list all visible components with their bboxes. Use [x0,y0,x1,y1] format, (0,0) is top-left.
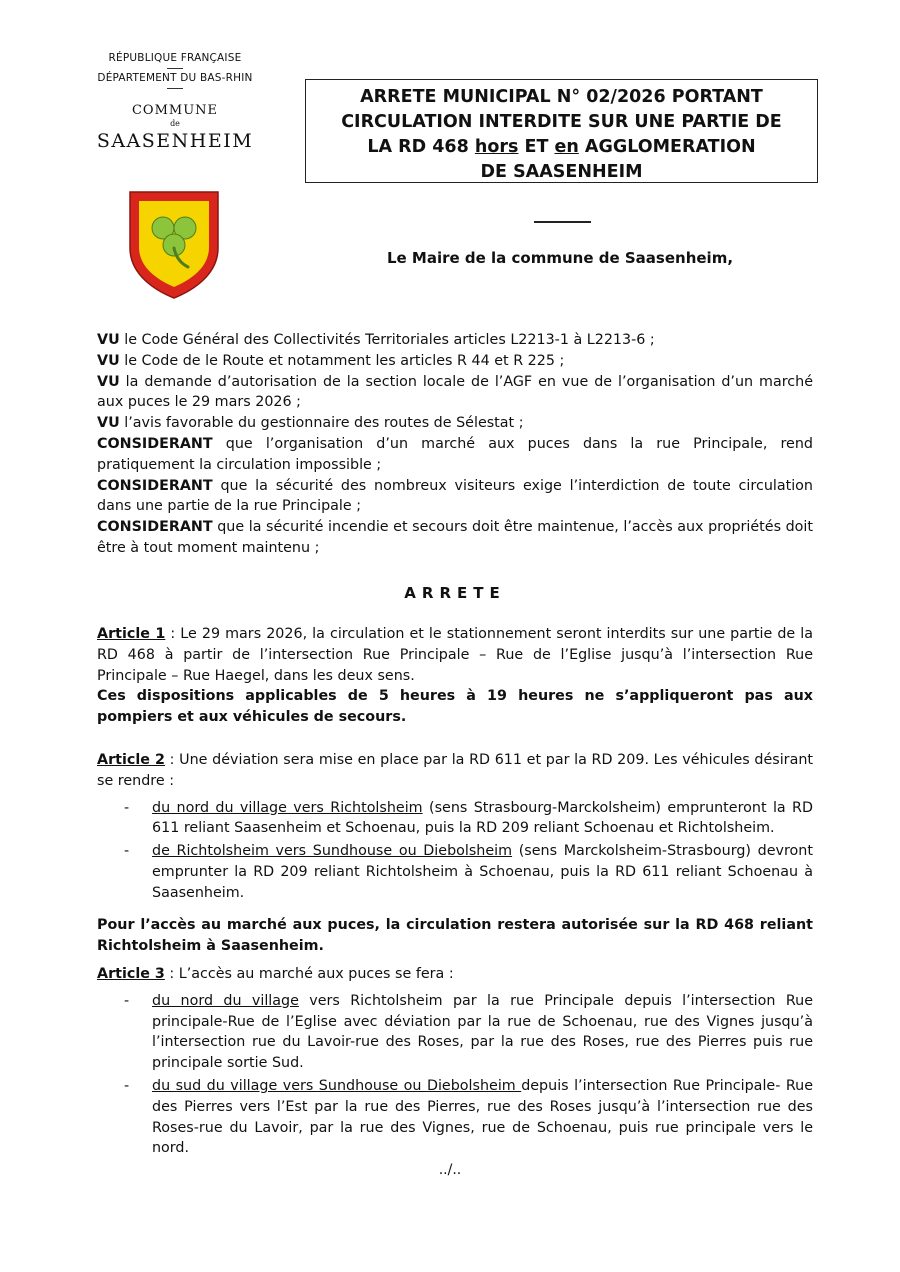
article-1-text: : Le 29 mars 2026, la circulation et le stationnement seront interdits sur une partie de la RD 468 à partir de l’intersection Rue Principale – Rue de l’Eglise jusqu’à l’intersection Rue Principale – Rue Haegel, dans les deux sens. [97,626,813,684]
coat-of-arms-icon [128,190,220,300]
title-line-4: DE SAASENHEIM [480,162,643,182]
article-1-bold-text: Ces dispositions applicables de 5 heures à 19 heures ne s’appliqueront pas aux pompiers et aux véhicules de secours. [97,688,813,726]
article-2-label: Article 2 [97,752,165,768]
list-item: - du nord du village vers Richtolsheim par la rue Principale depuis l’intersection Rue principale-Rue de l’Eglise avec déviation par la rue de Schoenau, rue des Vignes jusqu’à l’intersection rue du Lavoir-rue des Roses, par la rue des Roses, rue des Pierres puis rue principale sortie Sud. [124,992,813,1072]
article-3-label: Article 3 [97,966,165,982]
republique-label: RÉPUBLIQUE FRANÇAISE [108,52,242,64]
list-item: - de Richtolsheim vers Sundhouse ou Diebolsheim (sens Marckolsheim-Strasbourg) devront emprunter la RD 209 reliant Richtolsheim à Schoenau, puis la RD 611 reliant Schoenau à Saasenheim. [124,843,813,901]
consideration-item: VU le Code Général des Collectivités Territoriales articles L2213-1 à L2213-6 ; [97,332,655,348]
consideration-item: VU le Code de le Route et notamment les articles R 44 et R 225 ; [97,352,565,369]
title-line-3: LA RD 468 hors ET en AGGLOMERATION [367,137,756,157]
decree-title [305,79,818,183]
list-item: - du sud du village vers Sundhouse ou Diebolsheim depuis l’intersection Rue Principale- Rue des Pierres vers l’Est par la rue des Pierres, rue des Roses jusqu’à l’intersection rue des Roses-rue du Lavoir, par la rue des Vignes, rue de Schoenau, puis rue principale vers le nord. [124,1077,813,1157]
consideration-item: CONSIDERANT que la sécurité des nombreux visiteurs exige l’interdiction de toute circulation dans une partie de la rue Principale ; [97,477,813,515]
article-1 [97,624,813,728]
list-item: - du nord du village vers Richtolsheim (sens Strasbourg-Marckolsheim) emprunteront la RD 611 reliant Saasenheim et Schoenau, puis la RD 209 reliant Schoenau et Richtolsheim. [124,799,813,837]
article-1-label: Article 1 [97,626,166,642]
article-3-text: : L’accès au marché aux puces se fera : [164,966,454,982]
issuer-block [80,52,270,152]
consideration-item: CONSIDERANT que la sécurité incendie et secours doit être maintenue, l’accès aux propriétés doit être à tout moment maintenu ; [97,519,813,556]
divider [167,68,183,69]
article-2-text: : Une déviation sera mise en place par la RD 611 et par la RD 209. Les véhicules désirant se rendre : [97,752,813,789]
title-line-1: ARRETE MUNICIPAL N° 02/2026 PORTANT [360,87,763,107]
departement-label: DÉPARTEMENT DU BAS-RHIN [97,72,253,84]
title-line-2: CIRCULATION INTERDITE SUR UNE PARTIE DE [341,112,782,132]
market-access-note: Pour l’accès au marché aux puces, la circulation restera autorisée sur la RD 468 reliant Richtolsheim à Saasenheim. [97,917,813,954]
consideration-item: VU la demande d’autorisation de la section locale de l’AGF en vue de l’organisation d’un marché aux puces le 29 mars 2026 ; [97,373,813,411]
consideration-item: CONSIDERANT que l’organisation d’un marché aux puces dans la rue Principale, rend pratiquement la circulation impossible ; [97,435,813,473]
article-3 [97,964,813,1161]
divider [167,88,183,89]
commune-label: COMMUNE [131,103,219,118]
mayor-statement: Le Maire de la commune de Saasenheim, [386,249,734,267]
considerations-list [97,330,813,559]
arrete-heading: ARRETE [404,584,506,602]
page-continuation-marker: ../.. [438,1162,462,1178]
article-2 [97,750,813,906]
commune-name: SAASENHEIM [96,130,254,152]
separator-line [534,221,591,223]
commune-de-label: de [170,119,180,128]
consideration-item: VU l’avis favorable du gestionnaire des routes de Sélestat ; [97,415,524,432]
